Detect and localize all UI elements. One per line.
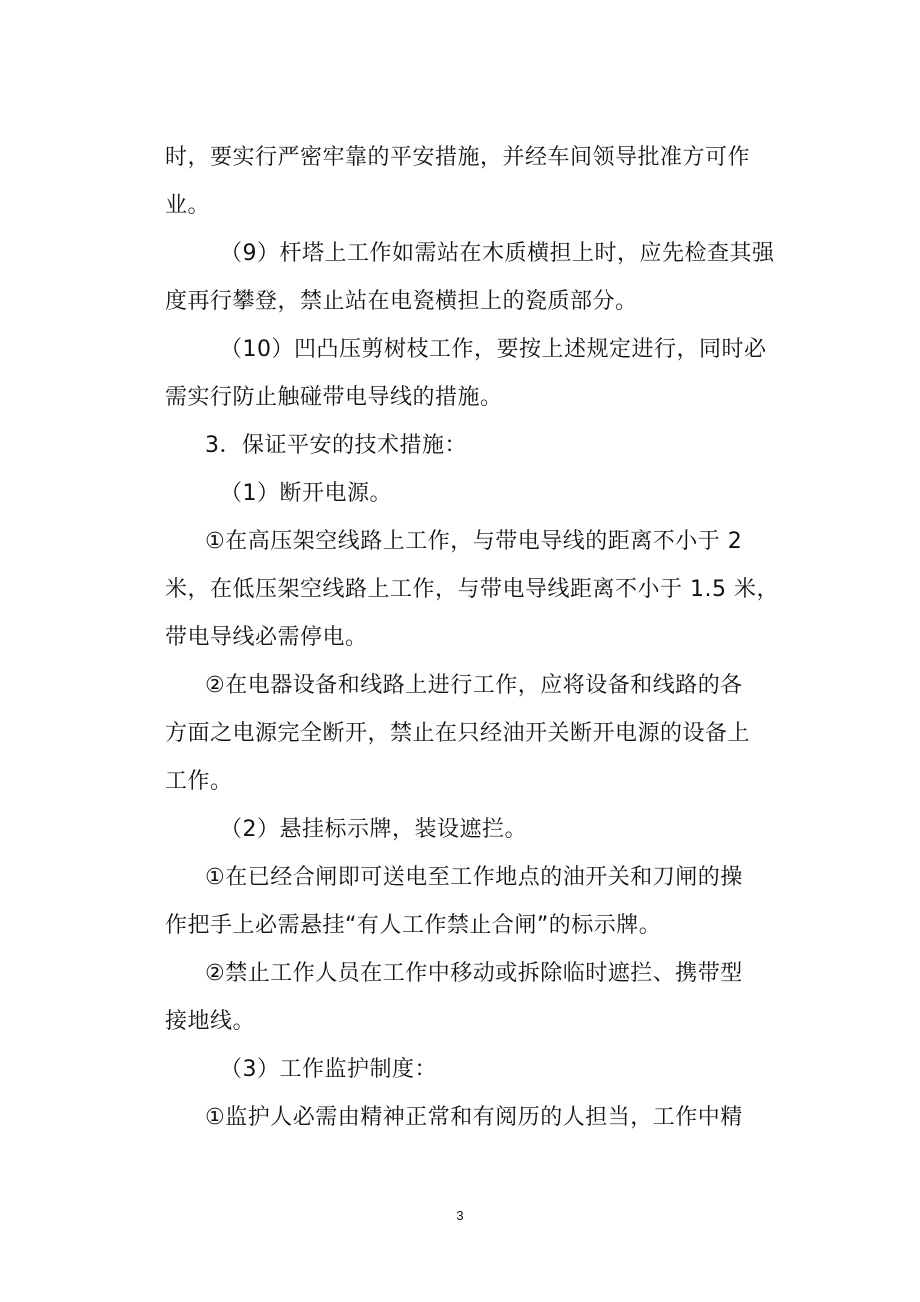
text-line-5: （10）凹凸压剪树枝工作，要按上述规定进行，同时必	[220, 337, 767, 362]
text-line-2: 业。	[165, 193, 211, 218]
text-line-14: 工作。	[165, 769, 233, 794]
text-line-21: ①监护人必需由精神正常和有阅历的人担当，工作中精	[205, 1105, 743, 1130]
subsection-heading-3: （3）工作监护制度：	[220, 1057, 437, 1082]
text-line-12: ②在电器设备和线路上进行工作，应将设备和线路的各	[205, 673, 743, 698]
subsection-heading-1: （1）断开电源。	[220, 481, 392, 506]
text-line-9: ①在高压架空线路上工作，与带电导线的距离不小于 2	[205, 529, 743, 554]
text-line-19: 接地线。	[165, 1009, 256, 1034]
text-line-16: ①在已经合闸即可送电至工作地点的油开关和刀闸的操	[205, 865, 743, 890]
text-line-6: 需实行防止触碰带电导线的措施。	[165, 385, 503, 410]
text-line-4: 度再行攀登，禁止站在电瓷横担上的瓷质部分。	[165, 289, 638, 314]
text-line-1: 时，要实行严密牢靠的平安措施，并经车间领导批准方可作	[165, 145, 751, 170]
page-number: 3	[456, 1208, 464, 1223]
text-line-3: （9）杆塔上工作如需站在木质横担上时，应先检查其强	[220, 241, 775, 266]
subsection-heading-2: （2）悬挂标示牌，装设遮拦。	[220, 817, 527, 842]
text-line-18: ②禁止工作人员在工作中移动或拆除临时遮拦、携带型	[205, 961, 743, 986]
text-line-11: 带电导线必需停电。	[165, 625, 368, 650]
text-line-10: 米，在低压架空线路上工作，与带电导线距离不小于 1.5 米，	[165, 577, 779, 602]
section-heading: 3．保证平安的技术措施：	[205, 433, 467, 458]
text-line-17: 作把手上必需悬挂“有人工作禁止合闸”的标示牌。	[165, 913, 662, 938]
text-line-13: 方面之电源完全断开，禁止在只经油开关断开电源的设备上	[165, 721, 751, 746]
